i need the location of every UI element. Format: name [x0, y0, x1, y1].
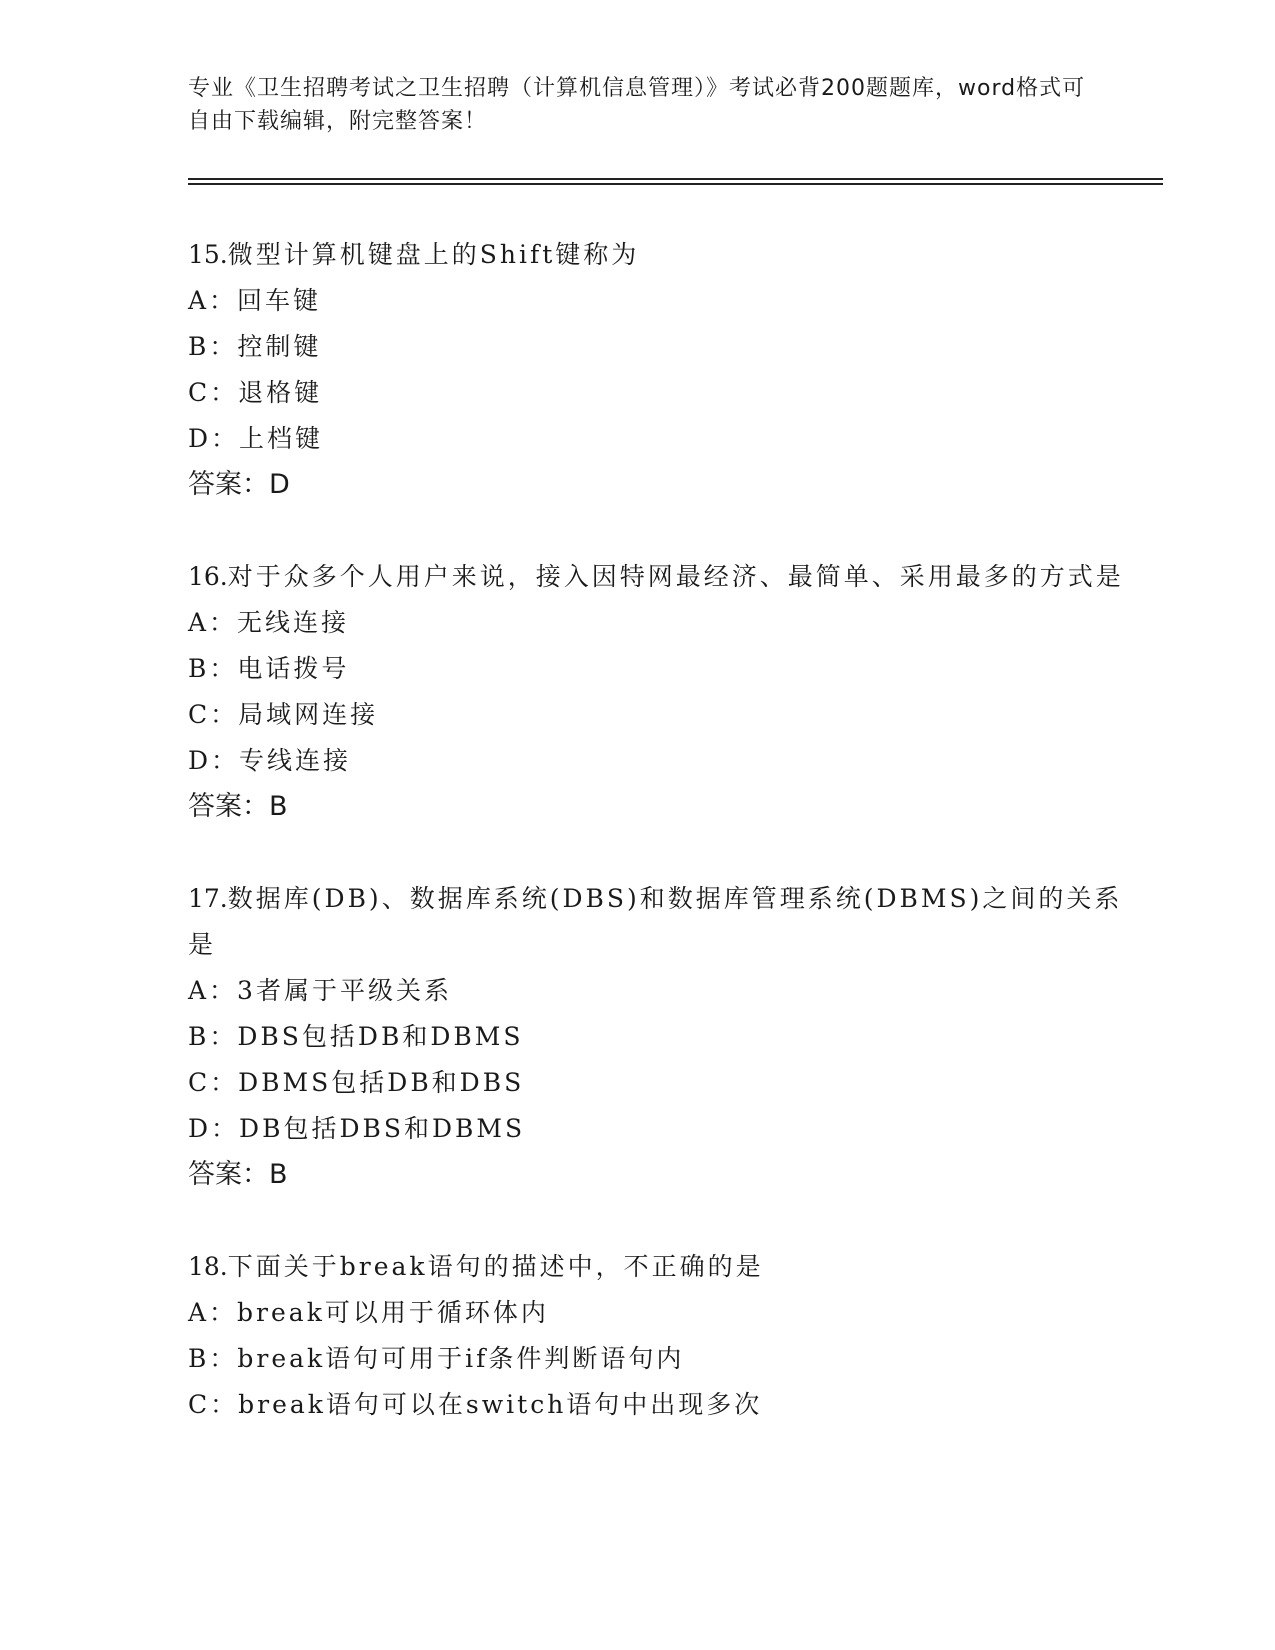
question-text: 下面关于break语句的描述中，不正确的是 [227, 1252, 764, 1281]
question-stem [188, 876, 1128, 968]
header-rule-bottom [188, 183, 1163, 185]
option-d: D：上档键 [188, 424, 324, 453]
question-text: 数据库(DB)、数据库系统(DBS)和数据库管理系统(DBMS)之间的关系是 [188, 884, 1123, 959]
answer-line: 答案：B [188, 791, 288, 822]
question-text: 微型计算机键盘上的Shift键称为 [227, 240, 640, 269]
option-c: C：DBMS包括DB和DBS [188, 1068, 525, 1097]
option-b: B：DBS包括DB和DBMS [188, 1022, 524, 1051]
question-stem [188, 232, 1128, 278]
question-16 [188, 554, 1128, 830]
question-number: 16. [188, 562, 228, 591]
question-18 [188, 1244, 1128, 1428]
header-rule-top [188, 178, 1163, 180]
option-d: D：专线连接 [188, 746, 352, 775]
question-stem [188, 1244, 1128, 1290]
question-number: 18. [188, 1252, 228, 1281]
option-b: B：break语句可用于if条件判断语句内 [188, 1344, 685, 1373]
option-a: A：回车键 [188, 286, 322, 315]
document-header-title: 专业《卫生招聘考试之卫生招聘（计算机信息管理）》考试必背200题题库，word格式可自由下载编辑，附完整答案！ [188, 76, 1086, 134]
option-b: B：控制键 [188, 332, 322, 361]
option-a: A：无线连接 [188, 608, 350, 637]
option-c: C：break语句可以在switch语句中出现多次 [188, 1390, 763, 1419]
question-number: 15. [188, 240, 228, 269]
question-list [188, 232, 1128, 1474]
answer-line: 答案：B [188, 1159, 288, 1190]
question-17 [188, 876, 1128, 1198]
option-d: D：DB包括DBS和DBMS [188, 1114, 526, 1143]
question-15 [188, 232, 1128, 508]
option-a: A：3者属于平级关系 [188, 976, 452, 1005]
option-a: A：break可以用于循环体内 [188, 1298, 549, 1327]
question-number: 17. [188, 884, 228, 913]
option-b: B：电话拨号 [188, 654, 350, 683]
question-text: 对于众多个人用户来说，接入因特网最经济、最简单、采用最多的方式是 [227, 562, 1124, 591]
question-stem [188, 554, 1128, 600]
option-c: C：局域网连接 [188, 700, 379, 729]
option-c: C：退格键 [188, 378, 323, 407]
answer-line: 答案：D [188, 469, 290, 500]
